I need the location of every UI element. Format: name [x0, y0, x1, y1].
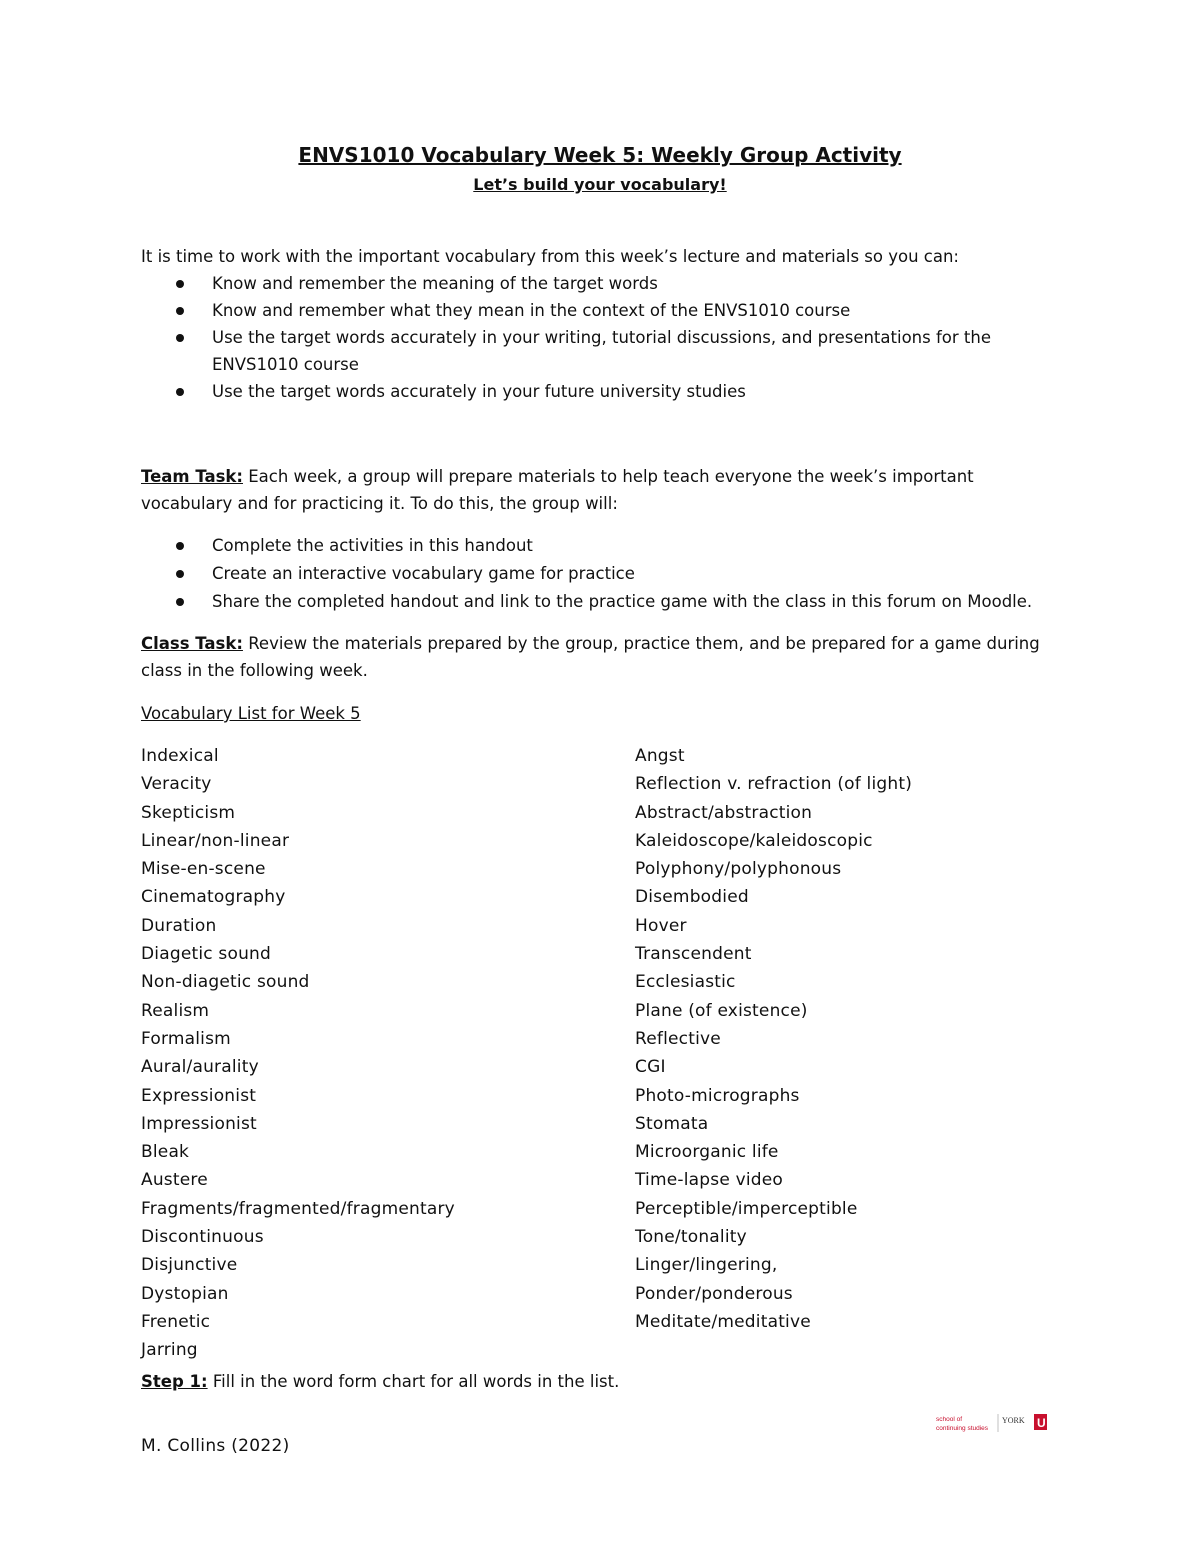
list-item: Share the completed handout and link to the practice game with the class in this forum on Moodle. — [141, 588, 1061, 615]
vocab-word: Angst — [635, 746, 685, 766]
logo-school-text: school of — [936, 1416, 963, 1423]
vocab-word: Disjunctive — [141, 1255, 238, 1276]
vocab-list-heading: Vocabulary List for Week 5 — [141, 704, 361, 723]
york-logo — [936, 1412, 1048, 1434]
vocab-word: Discontinuous — [141, 1227, 264, 1248]
vocab-word: Skepticism — [141, 802, 236, 823]
vocab-word: Reflection v. refraction (of light) — [635, 774, 913, 795]
class-task-label: Class Task: — [141, 634, 243, 653]
vocab-word: Linear/non-linear — [141, 830, 290, 851]
bullet-icon — [176, 570, 184, 578]
bullet-icon — [176, 280, 184, 288]
vocab-word: Expressionist — [141, 1085, 257, 1106]
vocab-word: Austere — [141, 1170, 208, 1191]
vocab-word: Frenetic — [141, 1311, 211, 1332]
vocab-word: Stomata — [635, 1113, 709, 1134]
vocab-word: Impressionist — [141, 1113, 257, 1134]
vocab-word: Time-lapse video — [635, 1170, 784, 1191]
svg-text:U: U — [1037, 1416, 1046, 1430]
logo-continuing-text: continuing studies — [936, 1425, 989, 1432]
vocab-word: Transcendent — [635, 944, 752, 965]
vocab-word: Realism — [141, 1000, 210, 1021]
bullet-icon — [176, 542, 184, 550]
team-task-paragraph — [141, 463, 991, 517]
vocab-word: Cinematography — [141, 887, 286, 908]
vocab-word: Dystopian — [141, 1283, 229, 1304]
list-item: Complete the activities in this handout — [141, 532, 1061, 559]
step1-paragraph — [141, 1368, 1061, 1395]
vocab-word: Tone/tonality — [635, 1227, 747, 1248]
vocab-word: Duration — [141, 915, 217, 936]
vocab-word: Disembodied — [635, 887, 749, 908]
footer-author: M. Collins (2022) — [141, 1436, 290, 1456]
vocab-word: Diagetic sound — [141, 944, 272, 965]
vocab-word: Photo-micrographs — [635, 1085, 800, 1106]
vocab-word: Ecclesiastic — [635, 972, 736, 993]
list-item: Know and remember the meaning of the target words — [141, 270, 1061, 297]
vocab-word: Jarring — [141, 1340, 198, 1361]
vocab-word: Perceptible/imperceptible — [635, 1198, 858, 1219]
team-steps-list — [141, 532, 1061, 615]
vocab-word: Abstract/abstraction — [635, 802, 813, 823]
vocab-list-left — [141, 742, 455, 1365]
logo-york-text: YORK — [1002, 1416, 1025, 1425]
vocab-word: Fragments/fragmented/fragmentary — [141, 1198, 455, 1219]
team-task-text: Each week, a group will prepare materials to help teach everyone the week’s important vocabulary and for practicing it. To do this, the group will: — [141, 467, 974, 513]
vocab-word: Indexical — [141, 746, 219, 766]
vocab-word: Ponder/ponderous — [635, 1283, 793, 1304]
vocab-word: Kaleidoscope/kaleidoscopic — [635, 830, 873, 851]
vocab-word: Microorganic life — [635, 1142, 779, 1163]
vocab-word: Meditate/meditative — [635, 1311, 811, 1332]
vocab-word: CGI — [635, 1057, 666, 1078]
list-item: Know and remember what they mean in the context of the ENVS1010 course — [141, 297, 1061, 324]
vocab-word: Reflective — [635, 1028, 721, 1049]
team-task-label: Team Task: — [141, 467, 243, 486]
vocab-word: Hover — [635, 915, 687, 936]
step1-label: Step 1: — [141, 1372, 208, 1391]
vocab-list-right — [635, 742, 912, 1336]
vocab-word: Veracity — [141, 774, 212, 795]
vocab-word: Mise-en-scene — [141, 859, 266, 880]
intro-paragraph: It is time to work with the important vocabulary from this week’s lecture and materials so you can: — [141, 247, 959, 266]
bullet-icon — [176, 334, 184, 342]
bullet-icon — [176, 307, 184, 315]
vocab-word: Bleak — [141, 1142, 190, 1163]
page-subtitle: Let’s build your vocabulary! — [473, 175, 727, 194]
list-item: Use the target words accurately in your writing, tutorial discussions, and presentations for the ENVS1010 course — [141, 324, 1012, 378]
bullet-icon — [176, 598, 184, 606]
bullet-icon — [176, 388, 184, 396]
vocab-word: Polyphony/polyphonous — [635, 859, 842, 880]
list-item: Create an interactive vocabulary game for practice — [141, 560, 1061, 587]
page-title: ENVS1010 Vocabulary Week 5: Weekly Group Activity — [298, 143, 902, 167]
class-task-paragraph — [141, 630, 1046, 684]
vocab-word: Non-diagetic sound — [141, 972, 310, 993]
vocab-word: Plane (of existence) — [635, 1000, 808, 1021]
vocab-word: Formalism — [141, 1028, 231, 1049]
list-item: Use the target words accurately in your future university studies — [141, 378, 1061, 405]
goals-list — [141, 270, 1061, 405]
step1-text: Fill in the word form chart for all words in the list. — [207, 1372, 620, 1391]
vocab-word: Aural/aurality — [141, 1057, 259, 1078]
vocab-word: Linger/lingering, — [635, 1255, 778, 1276]
class-task-text: Review the materials prepared by the group, practice them, and be prepared for a game during class in the following week. — [141, 634, 1040, 680]
